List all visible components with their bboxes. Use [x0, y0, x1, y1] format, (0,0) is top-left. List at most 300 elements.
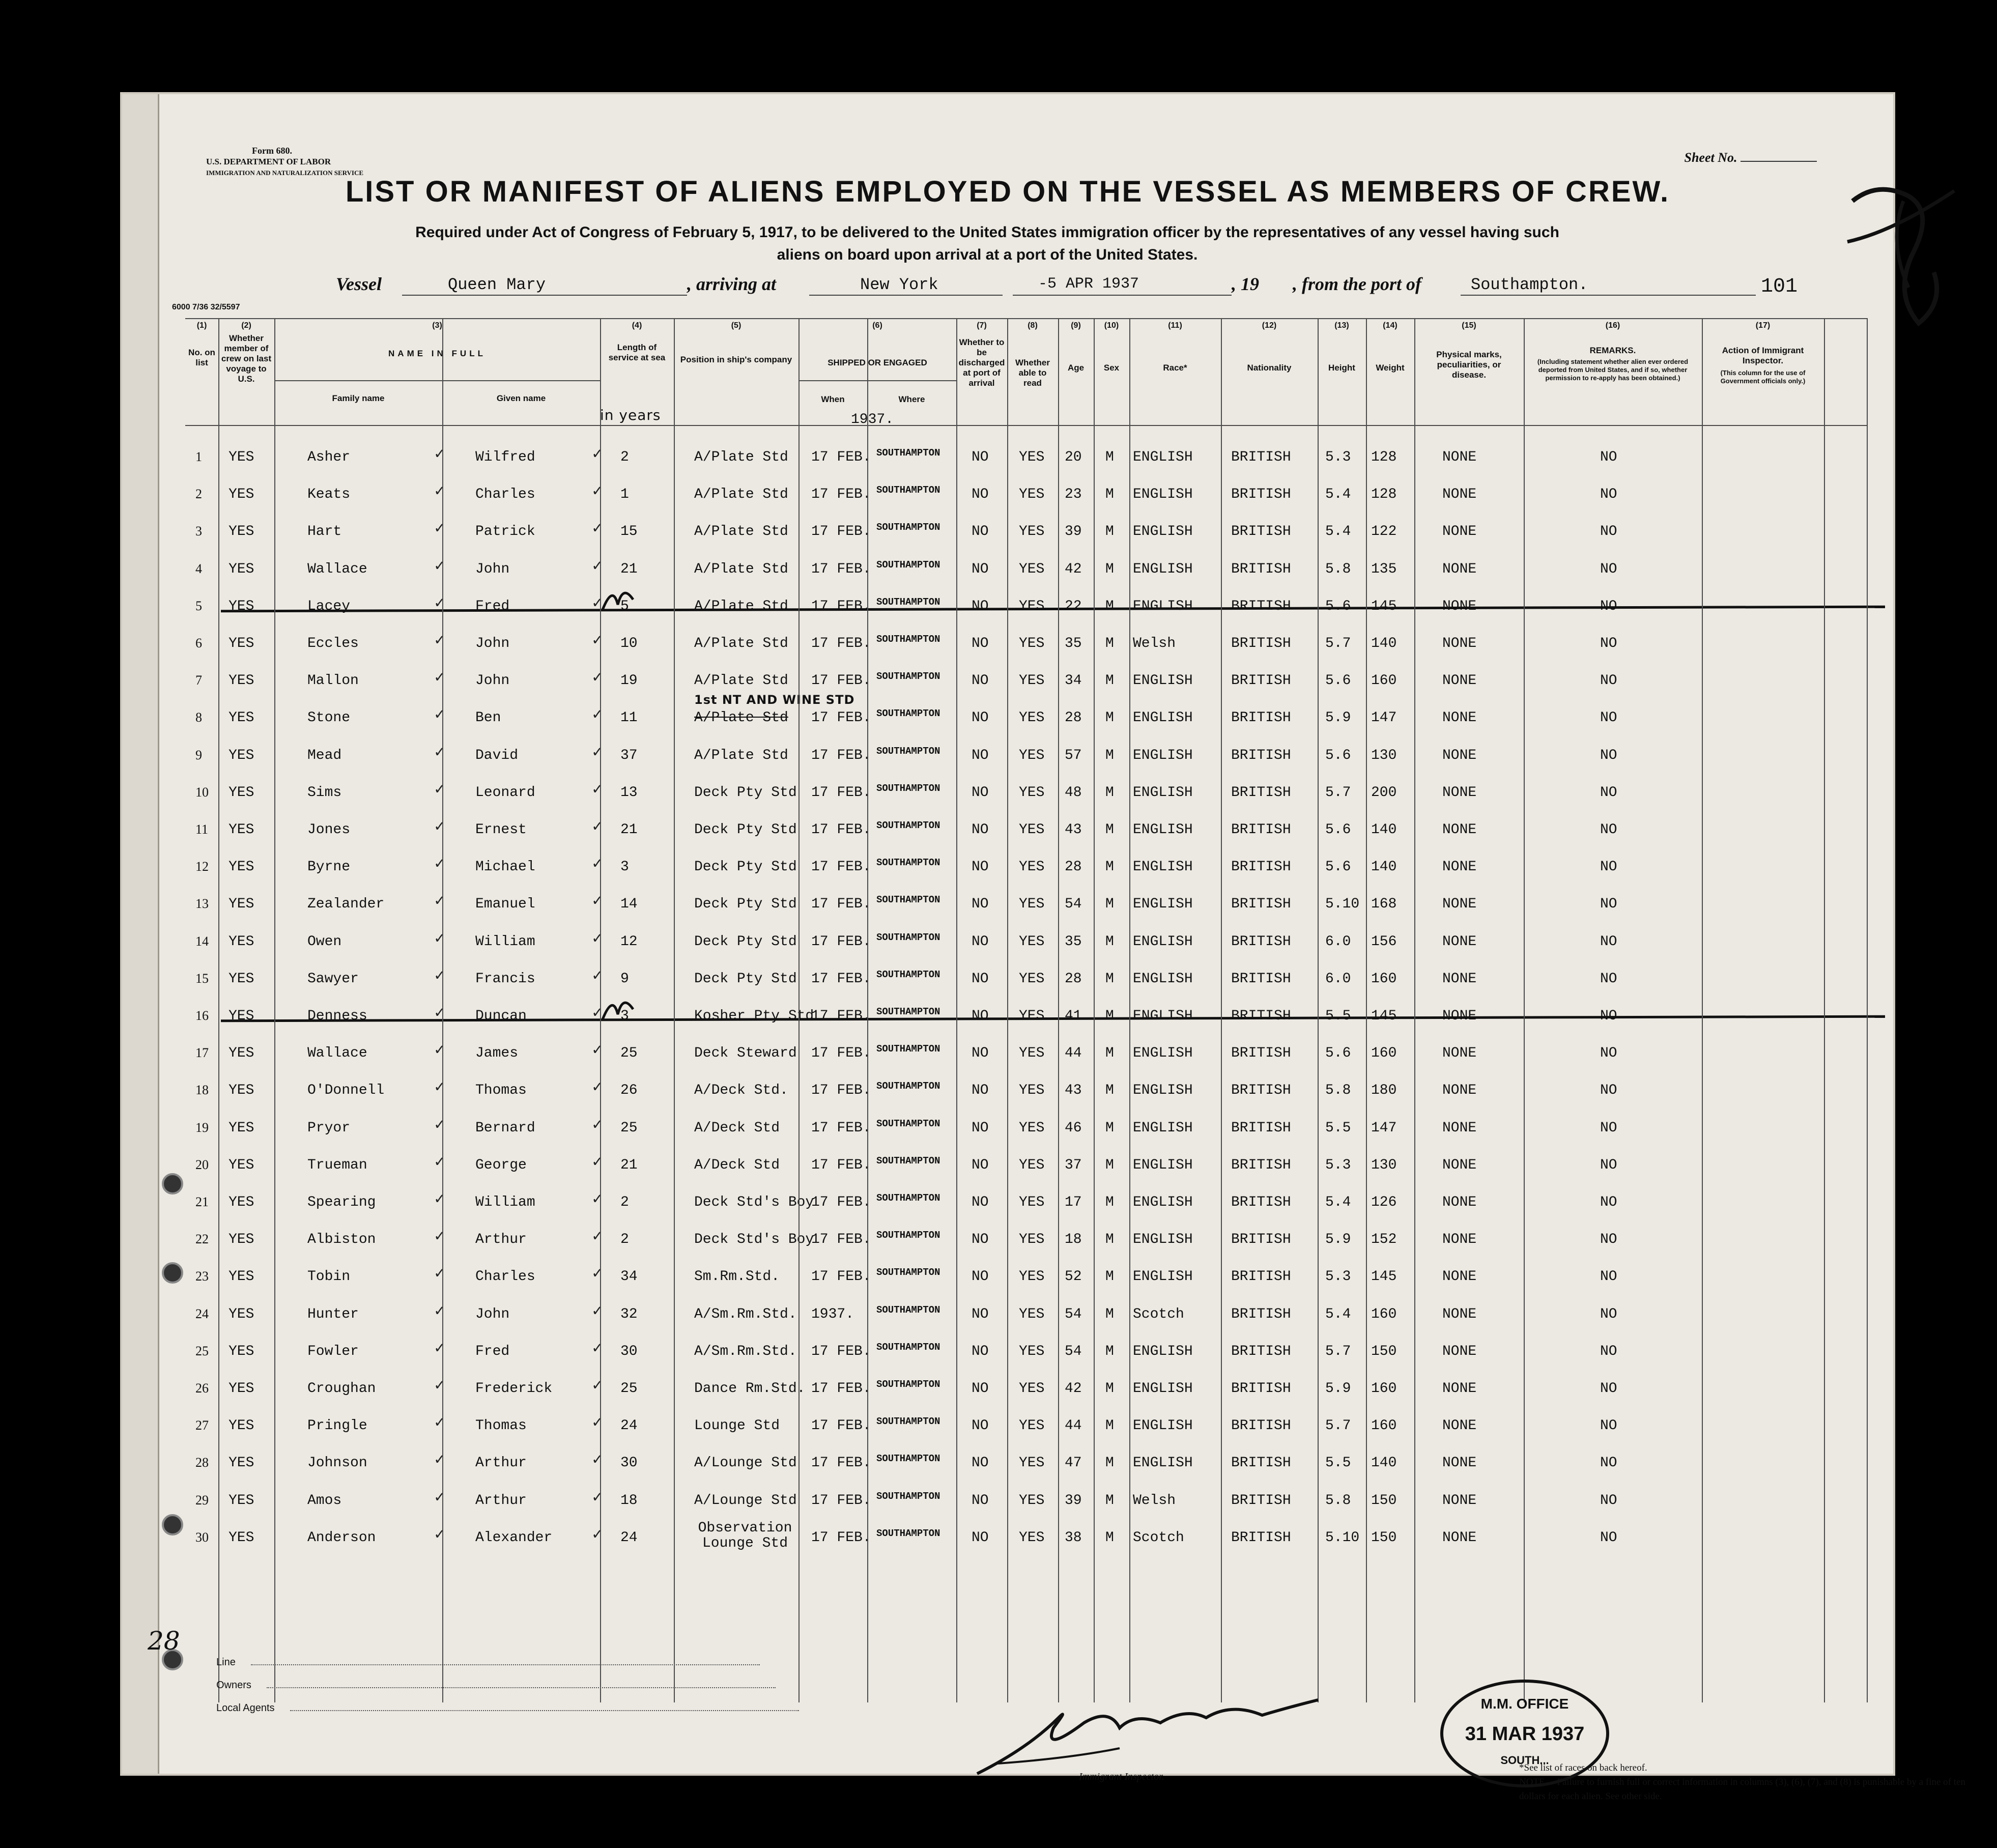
check-mark: ✓: [592, 482, 603, 501]
family-name: Albiston: [307, 1232, 376, 1248]
physical-marks: NONE: [1442, 561, 1477, 577]
column-rule: [867, 318, 868, 1702]
length-of-service: 24: [620, 1529, 638, 1546]
age: 38: [1065, 1529, 1082, 1546]
remarks: NO: [1600, 1306, 1617, 1322]
shipped-where: SOUTHAMPTON: [876, 1118, 940, 1129]
col-4-handwritten: in years: [600, 407, 661, 423]
race: ENGLISH: [1133, 971, 1193, 987]
age: 41: [1065, 1008, 1082, 1024]
check-mark: ✓: [592, 1301, 603, 1321]
row-number: 18: [195, 1083, 209, 1098]
weight: 145: [1371, 598, 1397, 614]
shipped-where: SOUTHAMPTON: [876, 931, 940, 943]
shipped-when: 17 FEB.: [811, 859, 871, 875]
nationality: BRITISH: [1231, 1157, 1291, 1173]
height: 5.4: [1325, 487, 1351, 503]
crew-last-voyage: YES: [229, 1343, 254, 1359]
subtitle-line-2: aliens on board upon arrival at a port of the United States.: [777, 246, 1198, 263]
length-of-service: 30: [620, 1455, 638, 1471]
col-2-number: (2): [241, 321, 251, 330]
sex: M: [1105, 1195, 1114, 1210]
nationality: BRITISH: [1231, 933, 1291, 950]
shipped-where: SOUTHAMPTON: [876, 447, 940, 459]
sex: M: [1105, 1232, 1114, 1248]
remarks: NO: [1600, 859, 1617, 875]
height: 5.6: [1325, 859, 1351, 875]
family-name: Sims: [307, 784, 342, 801]
height: 5.6: [1325, 822, 1351, 838]
sex: M: [1105, 971, 1114, 987]
table-row: [185, 738, 1867, 776]
remarks: NO: [1600, 449, 1617, 465]
able-to-read: YES: [1019, 1045, 1045, 1062]
length-of-service: 9: [620, 971, 629, 987]
position: A/Plate Std: [694, 747, 788, 763]
column-rule: [1867, 318, 1868, 1702]
check-mark: ✓: [435, 482, 445, 501]
col-17-header: Action of Immigrant Inspector.: [1722, 346, 1804, 365]
age: 18: [1065, 1232, 1082, 1248]
row-number: 10: [195, 784, 209, 800]
shipped-where: SOUTHAMPTON: [876, 782, 940, 794]
col-2-header: Whether member of crew on last voyage to U.S.: [221, 333, 272, 384]
shipped-when: 17 FEB.: [811, 1195, 871, 1210]
column-rule: [218, 318, 219, 1702]
age: 39: [1065, 524, 1082, 540]
age: 52: [1065, 1269, 1082, 1285]
shipped-where: SOUTHAMPTON: [876, 634, 940, 645]
to-be-discharged: NO: [972, 747, 989, 763]
col-15-number: (15): [1462, 321, 1476, 330]
race: Scotch: [1133, 1529, 1184, 1546]
nationality: BRITISH: [1231, 747, 1291, 763]
weight: 147: [1371, 710, 1397, 726]
sex: M: [1105, 1381, 1114, 1397]
check-mark: ✓: [435, 593, 445, 613]
position: Deck Steward: [694, 1045, 797, 1062]
check-mark: ✓: [592, 1115, 603, 1134]
weight: 152: [1371, 1232, 1397, 1248]
check-mark: ✓: [592, 1004, 603, 1022]
nationality: BRITISH: [1231, 561, 1291, 577]
shipped-when: 17 FEB.: [811, 1083, 871, 1099]
physical-marks: NONE: [1442, 1455, 1477, 1471]
sheet-number-label: Sheet No.: [1684, 150, 1737, 165]
table-row: [185, 887, 1867, 925]
age: 37: [1065, 1157, 1082, 1173]
vessel-line: [336, 273, 1812, 299]
check-mark: ✓: [435, 1078, 445, 1097]
physical-marks: NONE: [1442, 1232, 1477, 1248]
height: 5.5: [1325, 1120, 1351, 1136]
given-name: Arthur: [475, 1492, 527, 1509]
table-row: [185, 440, 1867, 478]
column-rule: [1702, 318, 1703, 1702]
race: ENGLISH: [1133, 1455, 1193, 1471]
row-number: 23: [195, 1269, 209, 1284]
height: 5.3: [1325, 449, 1351, 465]
table-row: [185, 962, 1867, 1000]
table-row: [185, 1297, 1867, 1335]
sex: M: [1105, 1455, 1114, 1471]
physical-marks: NONE: [1442, 487, 1477, 503]
remarks: NO: [1600, 710, 1617, 726]
physical-marks: NONE: [1442, 896, 1477, 913]
able-to-read: YES: [1019, 971, 1045, 987]
check-mark: ✓: [435, 1115, 445, 1134]
sex: M: [1105, 1306, 1114, 1322]
physical-marks: NONE: [1442, 1120, 1477, 1136]
position: A/Deck Std.: [694, 1083, 788, 1099]
check-mark: ✓: [592, 1264, 603, 1284]
shipped-when: 17 FEB.: [811, 1045, 871, 1062]
race: ENGLISH: [1133, 896, 1193, 913]
row-number: 30: [195, 1529, 209, 1545]
col-12-header: Nationality: [1247, 363, 1292, 373]
to-be-discharged: NO: [972, 1529, 989, 1546]
column-rule: [1414, 318, 1415, 1702]
family-name: Croughan: [307, 1381, 376, 1397]
race: ENGLISH: [1133, 1418, 1193, 1434]
footer-line-label: Line: [216, 1657, 236, 1668]
crew-last-voyage: YES: [229, 747, 254, 763]
height: 6.0: [1325, 933, 1351, 950]
length-of-service: 25: [620, 1120, 638, 1136]
physical-marks: NONE: [1442, 1045, 1477, 1062]
remarks: NO: [1600, 598, 1617, 614]
stamp-date: 31 MAR 1937: [1465, 1723, 1585, 1745]
height: 5.4: [1325, 1195, 1351, 1210]
family-name: Hunter: [307, 1306, 359, 1322]
given-name: George: [475, 1157, 527, 1173]
shipped-when: 17 FEB.: [811, 1418, 871, 1434]
year-entry: 1937.: [850, 412, 894, 428]
remarks: NO: [1600, 1529, 1617, 1546]
able-to-read: YES: [1019, 1455, 1045, 1471]
position: A/Plate Std: [694, 561, 788, 577]
position: Sm.Rm.Std.: [694, 1269, 780, 1285]
able-to-read: YES: [1019, 1492, 1045, 1509]
to-be-discharged: NO: [972, 1418, 989, 1434]
row-number: 4: [195, 561, 202, 576]
crew-last-voyage: YES: [229, 822, 254, 838]
column-rule: [600, 318, 601, 1702]
length-of-service: 24: [620, 1418, 638, 1434]
check-mark: ✓: [435, 556, 445, 576]
remarks: NO: [1600, 1157, 1617, 1173]
shipped-when: 17 FEB.: [811, 933, 871, 950]
crew-last-voyage: YES: [229, 673, 254, 689]
position: A/Plate Std: [694, 487, 788, 503]
row-number: 8: [195, 710, 202, 725]
shipped-where: SOUTHAMPTON: [876, 522, 940, 533]
crew-last-voyage: YES: [229, 859, 254, 875]
check-mark: ✓: [435, 631, 445, 650]
check-mark: ✓: [592, 929, 603, 948]
height: 5.7: [1325, 1343, 1351, 1359]
column-rule: [1524, 318, 1525, 1702]
height: 5.10: [1325, 896, 1360, 913]
strike-initials: [597, 989, 638, 1030]
given-name: Alexander: [475, 1529, 553, 1546]
strike-initials: [597, 579, 638, 620]
row-number: 17: [195, 1045, 209, 1061]
race: Welsh: [1133, 1492, 1176, 1509]
row-number: 9: [195, 747, 202, 762]
length-of-service: 2: [620, 449, 629, 465]
table-row: [185, 1446, 1867, 1484]
shipped-where: SOUTHAMPTON: [876, 857, 940, 869]
family-name: Zealander: [307, 896, 385, 913]
remarks: NO: [1600, 1083, 1617, 1099]
column-rule: [798, 318, 800, 1702]
to-be-discharged: NO: [972, 1269, 989, 1285]
weight: 145: [1371, 1008, 1397, 1024]
sex: M: [1105, 1529, 1114, 1546]
nationality: BRITISH: [1231, 1269, 1291, 1285]
form-number: Form 680.: [252, 146, 292, 156]
crew-last-voyage: YES: [229, 1306, 254, 1322]
weight: 200: [1371, 784, 1397, 801]
departure-port: Southampton.: [1471, 275, 1588, 294]
given-name: John: [475, 561, 510, 577]
physical-marks: NONE: [1442, 1418, 1477, 1434]
length-of-service: 12: [620, 933, 638, 950]
given-name: Ben: [475, 710, 501, 726]
crew-last-voyage: YES: [229, 1232, 254, 1248]
nationality: BRITISH: [1231, 524, 1291, 540]
given-name: Bernard: [475, 1120, 535, 1136]
to-be-discharged: NO: [972, 971, 989, 987]
able-to-read: YES: [1019, 487, 1045, 503]
table-row: [185, 693, 1867, 738]
binding-strip: [122, 94, 159, 1774]
column-rule: [274, 318, 275, 1702]
remarks: NO: [1600, 561, 1617, 577]
age: 42: [1065, 561, 1082, 577]
shipped-where: SOUTHAMPTON: [876, 596, 940, 608]
table-row: [185, 1148, 1867, 1186]
physical-marks: NONE: [1442, 598, 1477, 614]
shipped-where: SOUTHAMPTON: [876, 1490, 940, 1502]
remarks: NO: [1600, 896, 1617, 913]
family-name: Stone: [307, 710, 351, 726]
age: 43: [1065, 822, 1082, 838]
to-be-discharged: NO: [972, 487, 989, 503]
given-name: Fred: [475, 598, 510, 614]
given-name: Michael: [475, 859, 535, 875]
table-row: [185, 589, 1867, 627]
family-name: Mallon: [307, 673, 359, 689]
col-11-header: Race*: [1163, 363, 1187, 373]
col-1-header: No. on list: [188, 348, 215, 367]
col-13-number: (13): [1334, 321, 1349, 330]
position: Deck Pty Std: [694, 896, 797, 913]
to-be-discharged: NO: [972, 1195, 989, 1210]
given-name: John: [475, 1306, 510, 1322]
remarks: NO: [1600, 933, 1617, 950]
able-to-read: YES: [1019, 1529, 1045, 1546]
position: A/Deck Std: [694, 1120, 780, 1136]
age: 42: [1065, 1381, 1082, 1397]
sex: M: [1105, 784, 1114, 801]
row-number: 1: [195, 449, 202, 464]
age: 35: [1065, 636, 1082, 651]
vessel-label: Vessel: [336, 274, 382, 294]
col-14-header: Weight: [1376, 363, 1405, 373]
form-identifier: [206, 145, 363, 179]
family-name: Tobin: [307, 1269, 351, 1285]
sex: M: [1105, 673, 1114, 689]
shipped-where: SOUTHAMPTON: [876, 1379, 940, 1390]
to-be-discharged: NO: [972, 784, 989, 801]
shipped-when: 17 FEB.: [811, 710, 871, 726]
table-row: [185, 477, 1867, 515]
sex: M: [1105, 598, 1114, 614]
check-mark: ✓: [592, 855, 603, 874]
footer-note: [1519, 1761, 1967, 1804]
length-of-service: 3: [620, 1008, 629, 1024]
race: ENGLISH: [1133, 822, 1193, 838]
nationality: BRITISH: [1231, 1306, 1291, 1322]
column-rule: [1824, 318, 1825, 1702]
family-name: Hart: [307, 524, 342, 540]
physical-marks: NONE: [1442, 1306, 1477, 1322]
row-number: 24: [195, 1306, 209, 1321]
nationality: BRITISH: [1231, 896, 1291, 913]
race: ENGLISH: [1133, 710, 1193, 726]
able-to-read: YES: [1019, 1418, 1045, 1434]
position: A/Plate Std: [694, 673, 788, 689]
family-name: Denness: [307, 1008, 367, 1024]
shipped-where: SOUTHAMPTON: [876, 745, 940, 757]
to-be-discharged: NO: [972, 1306, 989, 1322]
sex: M: [1105, 1157, 1114, 1173]
age: 28: [1065, 710, 1082, 726]
position: A/Plate Std: [694, 524, 788, 540]
age: 39: [1065, 1492, 1082, 1509]
length-of-service: 15: [620, 524, 638, 540]
race: ENGLISH: [1133, 747, 1193, 763]
shipped-when: 17 FEB.: [811, 1157, 871, 1173]
position: A/Plate Std: [694, 598, 788, 614]
height: 5.3: [1325, 1157, 1351, 1173]
position: Deck Pty Std: [694, 784, 797, 801]
check-mark: ✓: [592, 668, 603, 688]
crew-last-voyage: YES: [229, 449, 254, 465]
col-5-header: Position in ship's company: [680, 355, 792, 364]
age: 44: [1065, 1045, 1082, 1062]
height: 5.8: [1325, 1492, 1351, 1509]
race: ENGLISH: [1133, 859, 1193, 875]
age: 20: [1065, 449, 1082, 465]
weight: 160: [1371, 1418, 1397, 1434]
physical-marks: NONE: [1442, 859, 1477, 875]
length-of-service: 21: [620, 1157, 638, 1173]
remarks: NO: [1600, 822, 1617, 838]
table-row: [185, 850, 1867, 888]
to-be-discharged: NO: [972, 859, 989, 875]
check-mark: ✓: [435, 1451, 445, 1470]
age: 47: [1065, 1455, 1082, 1471]
col-9-number: (9): [1071, 321, 1081, 330]
race: ENGLISH: [1133, 1195, 1193, 1210]
physical-marks: NONE: [1442, 747, 1477, 763]
document-title: LIST OR MANIFEST OF ALIENS EMPLOYED ON THE VESSEL AS MEMBERS OF CREW.: [345, 175, 1670, 208]
able-to-read: YES: [1019, 1083, 1045, 1099]
nationality: BRITISH: [1231, 1418, 1291, 1434]
check-mark: ✓: [435, 1339, 445, 1358]
crew-last-voyage: YES: [229, 1157, 254, 1173]
given-name: Frederick: [475, 1381, 553, 1397]
arrival-port: New York: [860, 275, 938, 294]
remarks: NO: [1600, 747, 1617, 763]
sex: M: [1105, 524, 1114, 540]
given-name: Charles: [475, 487, 535, 503]
position: A/Sm.Rm.Std.: [694, 1306, 797, 1322]
given-name: Wilfred: [475, 449, 535, 465]
given-name: Ernest: [475, 822, 527, 838]
length-of-service: 34: [620, 1269, 638, 1285]
row-number: 27: [195, 1418, 209, 1433]
sex: M: [1105, 1008, 1114, 1024]
check-mark: ✓: [435, 1264, 445, 1284]
race: ENGLISH: [1133, 1120, 1193, 1136]
table-row: [185, 925, 1867, 962]
col-6b-header: Where: [898, 394, 925, 404]
table-row: [185, 1521, 1867, 1558]
check-mark: ✓: [592, 1041, 603, 1060]
table-row: [185, 1073, 1867, 1111]
height: 5.6: [1325, 1045, 1351, 1062]
check-mark: ✓: [435, 780, 445, 799]
able-to-read: YES: [1019, 710, 1045, 726]
physical-marks: NONE: [1442, 449, 1477, 465]
col-6-header: SHIPPED OR ENGAGED: [828, 358, 927, 367]
check-mark: ✓: [592, 966, 603, 985]
race: ENGLISH: [1133, 673, 1193, 689]
check-mark: ✓: [592, 1152, 603, 1172]
row-number: 20: [195, 1157, 209, 1172]
weight: 160: [1371, 1045, 1397, 1062]
family-name: Spearing: [307, 1195, 376, 1210]
able-to-read: YES: [1019, 896, 1045, 913]
shipped-when: 17 FEB.: [811, 449, 871, 465]
check-mark: ✓: [592, 1413, 603, 1433]
physical-marks: NONE: [1442, 636, 1477, 651]
check-mark: ✓: [435, 668, 445, 688]
family-name: Sawyer: [307, 971, 359, 987]
able-to-read: YES: [1019, 784, 1045, 801]
length-of-service: 19: [620, 673, 638, 689]
given-name: Arthur: [475, 1455, 527, 1471]
position: A/Plate Std: [694, 636, 788, 651]
length-of-service: 10: [620, 636, 638, 651]
shipped-when: 17 FEB.: [811, 487, 871, 503]
col-3-number: (3): [432, 321, 442, 330]
physical-marks: NONE: [1442, 1008, 1477, 1024]
weight: 180: [1371, 1083, 1397, 1099]
position: A/Plate Std: [694, 449, 788, 465]
remarks: NO: [1600, 673, 1617, 689]
remarks: NO: [1600, 1418, 1617, 1434]
row-number: 6: [195, 636, 202, 650]
sex: M: [1105, 1269, 1114, 1285]
height: 5.3: [1325, 1269, 1351, 1285]
physical-marks: NONE: [1442, 1381, 1477, 1397]
given-name: Duncan: [475, 1008, 527, 1024]
